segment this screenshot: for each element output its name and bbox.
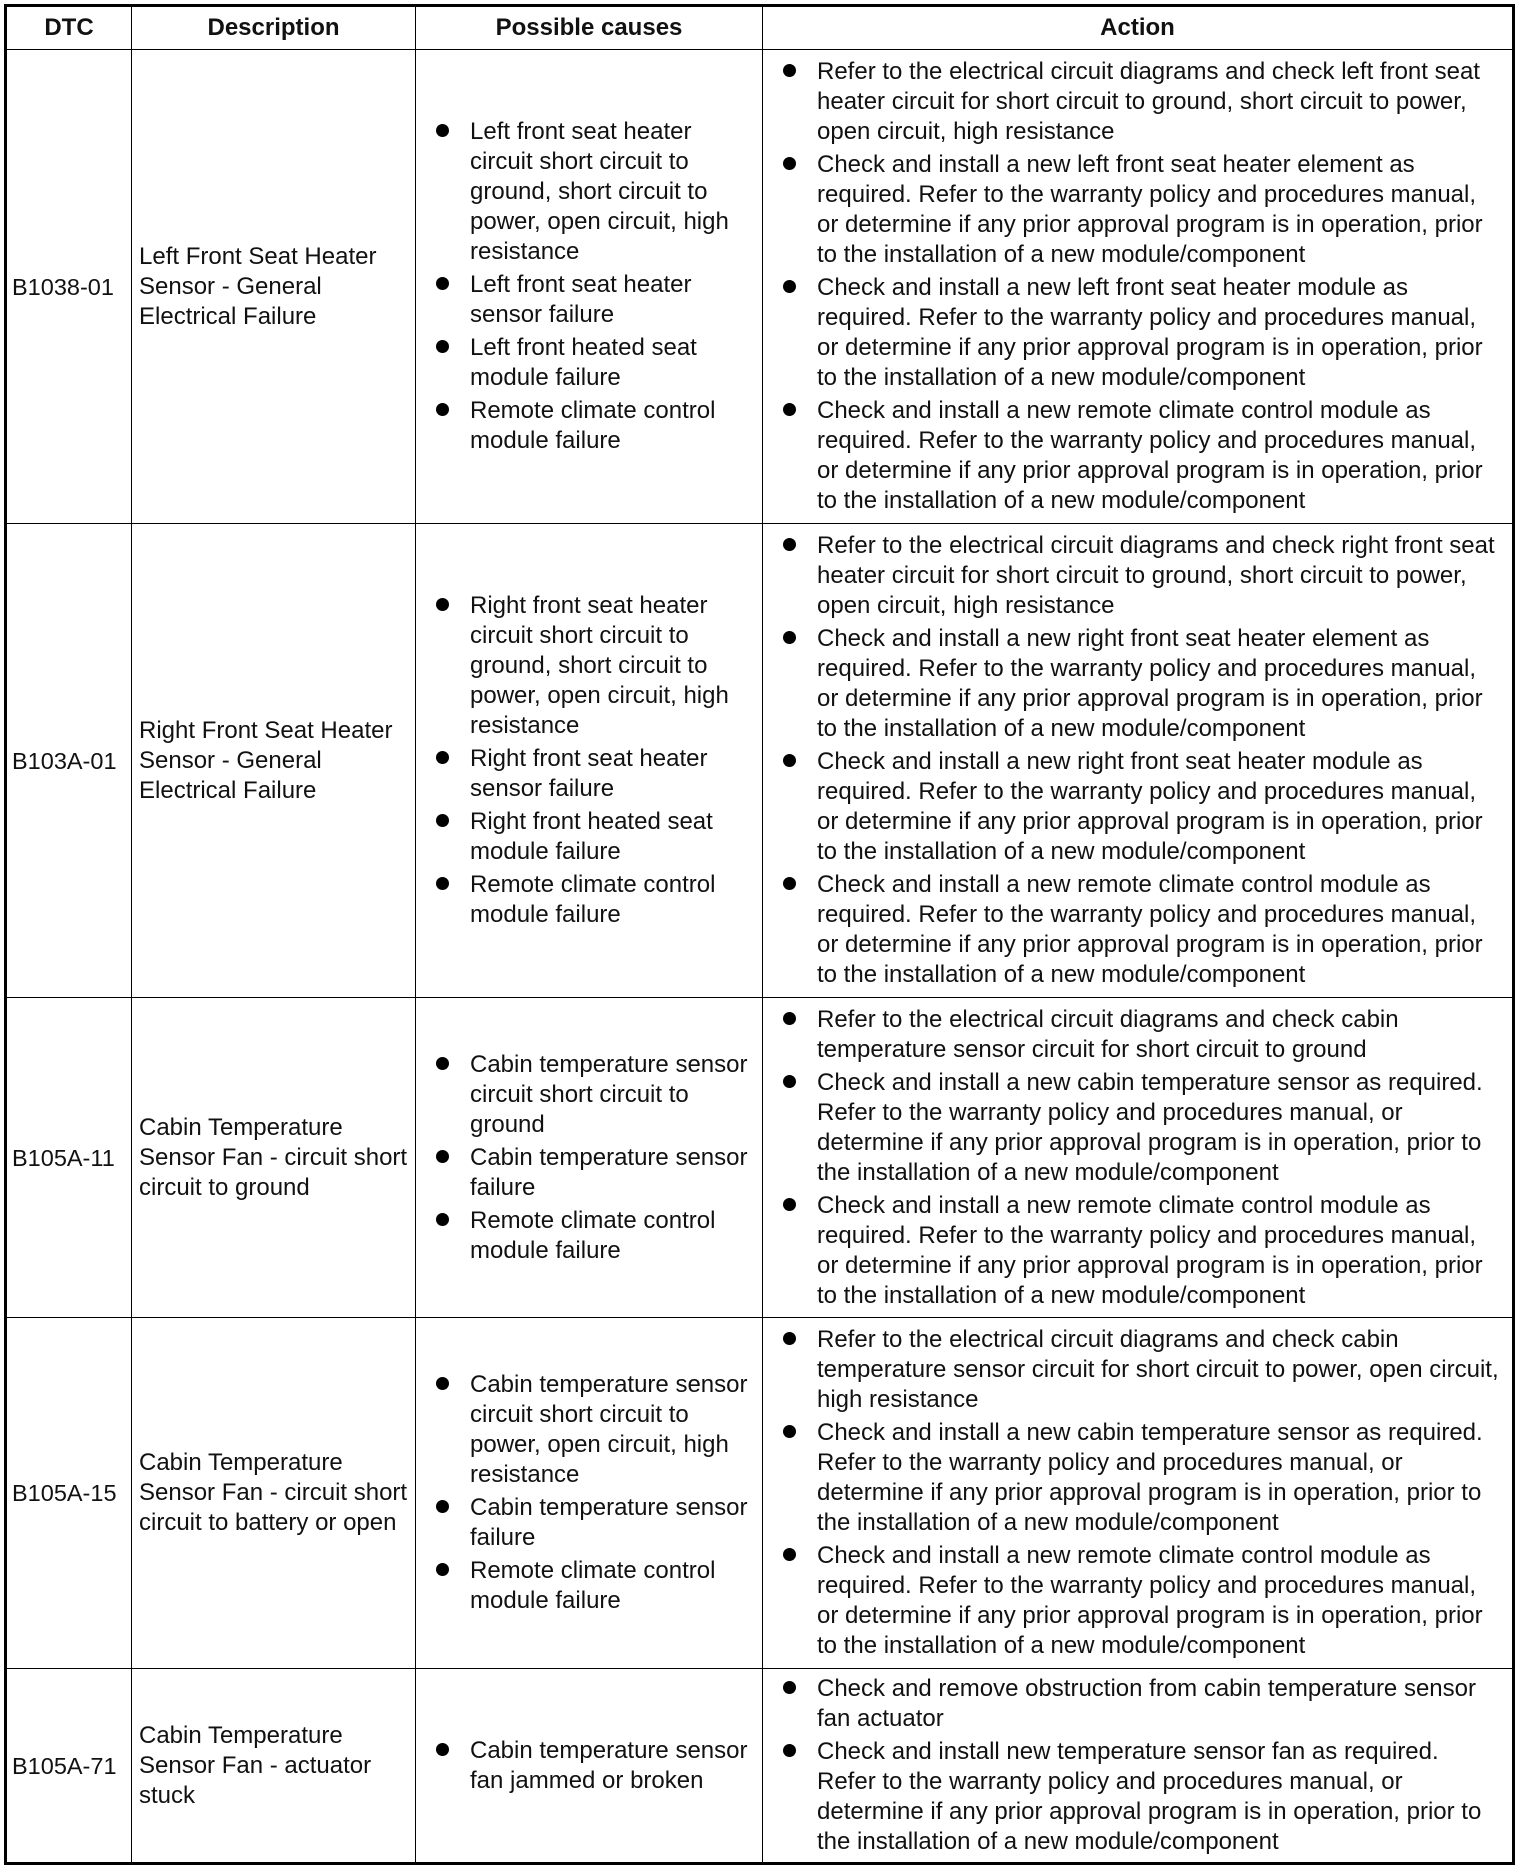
cause-item — [436, 1050, 758, 1140]
cause-text: Remote climate control module failure — [470, 397, 716, 454]
possible-causes — [416, 998, 763, 1318]
cause-text: Cabin temperature sensor failure — [470, 1143, 748, 1201]
action-text: Check and install a new right front seat heater module as required. Refer to the warranty policy and procedures manual, or determine if any prior approval program is in operation, prior to the installation of a new module/component — [817, 748, 1483, 865]
bullet-icon — [783, 1744, 796, 1757]
cause-text: Cabin temperature sensor circuit short circuit to power, open circuit, high resistance — [470, 1371, 748, 1488]
bullet-icon — [783, 157, 796, 170]
dtc-description: Right Front Seat Heater Sensor - General Electrical Failure — [132, 524, 416, 998]
action-item — [783, 624, 1502, 744]
bullet-icon — [783, 64, 796, 77]
header-row — [6, 6, 1514, 50]
bullet-icon — [436, 751, 449, 764]
cause-text: Remote climate control module failure — [470, 871, 716, 928]
action-text: Check and install new temperature sensor fan as required. Refer to the warranty policy and procedures manual, or determine if any prior approval program is in operation, prior to the installation of a new module/component — [817, 1738, 1482, 1855]
possible-causes — [416, 1669, 763, 1864]
action-item — [783, 1418, 1502, 1538]
bullet-icon — [783, 754, 796, 767]
table-row — [6, 50, 1514, 524]
bullet-icon — [436, 124, 449, 137]
cause-item — [436, 1493, 758, 1553]
action-item — [783, 747, 1502, 867]
bullet-icon — [436, 1743, 449, 1756]
dtc-code: B103A-01 — [6, 524, 132, 998]
action-text: Check and install a new remote climate control module as required. Refer to the warranty policy and procedures manual, or determine if any prior approval program is in operation, prior to the installation of a new module/component — [817, 397, 1483, 514]
cause-text: Right front seat heater sensor failure — [470, 745, 708, 802]
action-text: Check and install a new left front seat heater element as required. Refer to the warranty policy and procedures manual, or determine if any prior approval program is in operation, prior to the installation of a new module/component — [817, 151, 1483, 268]
bullet-icon — [436, 403, 449, 416]
cause-item — [436, 870, 758, 930]
actions — [763, 998, 1514, 1318]
action-text: Refer to the electrical circuit diagrams and check right front seat heater circuit for short circuit to ground, short circuit to power, open circuit, high resistance — [817, 532, 1495, 619]
bullet-icon — [436, 277, 449, 290]
cause-text: Right front seat heater circuit short circuit to ground, short circuit to power, open circuit, high resistance — [470, 592, 729, 739]
action-text: Refer to the electrical circuit diagrams and check left front seat heater circuit for short circuit to ground, short circuit to power, open circuit, high resistance — [817, 58, 1480, 145]
cause-text: Cabin temperature sensor circuit short circuit to ground — [470, 1050, 748, 1138]
dtc-table — [4, 4, 1515, 1865]
action-item — [783, 531, 1502, 621]
action-item — [783, 1191, 1502, 1311]
dtc-code: B1038-01 — [6, 50, 132, 524]
action-item — [783, 273, 1502, 393]
cause-item — [436, 1556, 758, 1616]
action-item — [783, 150, 1502, 270]
bullet-icon — [783, 877, 796, 890]
bullet-icon — [436, 1377, 449, 1390]
cause-item — [436, 591, 758, 741]
cause-item — [436, 744, 758, 804]
cause-text: Remote climate control module failure — [470, 1557, 716, 1614]
bullet-icon — [436, 814, 449, 827]
action-text: Check and install a new remote climate control module as required. Refer to the warranty policy and procedures manual, or determine if any prior approval program is in operation, prior to the installation of a new module/component — [817, 1191, 1483, 1309]
action-item — [783, 57, 1502, 147]
dtc-code: B105A-11 — [6, 998, 132, 1318]
cause-item — [436, 117, 758, 267]
bullet-icon — [783, 1425, 796, 1438]
cause-item — [436, 807, 758, 867]
action-text: Check and install a new right front seat heater element as required. Refer to the warranty policy and procedures manual, or determine if any prior approval program is in operation, prior to the installation of a new module/component — [817, 625, 1483, 742]
actions — [763, 1669, 1514, 1864]
bullet-icon — [436, 1563, 449, 1576]
header-dtc: DTC — [6, 6, 132, 50]
bullet-icon — [783, 631, 796, 644]
cause-item — [436, 270, 758, 330]
bullet-icon — [783, 1198, 796, 1211]
action-text: Check and install a new remote climate control module as required. Refer to the warranty policy and procedures manual, or determine if any prior approval program is in operation, prior to the installation of a new module/component — [817, 871, 1483, 988]
actions — [763, 50, 1514, 524]
table-row — [6, 524, 1514, 998]
action-item — [783, 396, 1502, 516]
cause-item — [436, 1736, 758, 1796]
action-text: Check and install a new cabin temperature sensor as required. Refer to the warranty policy and procedures manual, or determine if any prior approval program is in operation, prior to the installation of a new module/component — [817, 1419, 1483, 1536]
table-row — [6, 1669, 1514, 1864]
bullet-icon — [783, 1332, 796, 1345]
header-causes: Possible causes — [416, 6, 763, 50]
dtc-code: B105A-15 — [6, 1318, 132, 1669]
action-text: Check and install a new cabin temperature sensor as required. Refer to the warranty policy and procedures manual, or determine if any prior approval program is in operation, prior to the installation of a new module/component — [817, 1068, 1483, 1186]
cause-text: Left front heated seat module failure — [470, 334, 697, 391]
action-item — [783, 1541, 1502, 1661]
bullet-icon — [436, 340, 449, 353]
cause-item — [436, 396, 758, 456]
cause-item — [436, 1206, 758, 1266]
bullet-icon — [783, 1681, 796, 1694]
cause-item — [436, 1143, 758, 1203]
action-item — [783, 1674, 1502, 1734]
action-item — [783, 1068, 1502, 1188]
action-item — [783, 870, 1502, 990]
cause-text: Cabin temperature sensor fan jammed or broken — [470, 1736, 748, 1794]
action-text: Check and install a new remote climate control module as required. Refer to the warranty policy and procedures manual, or determine if any prior approval program is in operation, prior to the installation of a new module/component — [817, 1542, 1483, 1659]
cause-text: Right front heated seat module failure — [470, 808, 713, 865]
dtc-description: Cabin Temperature Sensor Fan - actuator stuck — [132, 1669, 416, 1864]
dtc-description: Left Front Seat Heater Sensor - General Electrical Failure — [132, 50, 416, 524]
cause-text: Cabin temperature sensor failure — [470, 1494, 748, 1551]
possible-causes — [416, 524, 763, 998]
action-item — [783, 1737, 1502, 1857]
bullet-icon — [783, 538, 796, 551]
action-text: Refer to the electrical circuit diagrams and check cabin temperature sensor circuit for short circuit to ground — [817, 1005, 1399, 1063]
bullet-icon — [436, 1500, 449, 1513]
action-text: Check and remove obstruction from cabin temperature sensor fan actuator — [817, 1675, 1476, 1732]
action-text: Check and install a new left front seat heater module as required. Refer to the warranty policy and procedures manual, or determine if any prior approval program is in operation, prior to the installation of a new module/component — [817, 274, 1483, 391]
bullet-icon — [436, 598, 449, 611]
table-row — [6, 998, 1514, 1318]
possible-causes — [416, 1318, 763, 1669]
bullet-icon — [436, 877, 449, 890]
actions — [763, 524, 1514, 998]
header-action: Action — [763, 6, 1514, 50]
bullet-icon — [436, 1150, 449, 1163]
cause-text: Left front seat heater sensor failure — [470, 271, 692, 328]
bullet-icon — [783, 403, 796, 416]
cause-text: Remote climate control module failure — [470, 1206, 716, 1264]
header-description: Description — [132, 6, 416, 50]
dtc-description: Cabin Temperature Sensor Fan - circuit short circuit to ground — [132, 998, 416, 1318]
bullet-icon — [783, 280, 796, 293]
bullet-icon — [783, 1012, 796, 1025]
bullet-icon — [436, 1057, 449, 1070]
bullet-icon — [783, 1548, 796, 1561]
table-row — [6, 1318, 1514, 1669]
possible-causes — [416, 50, 763, 524]
action-text: Refer to the electrical circuit diagrams and check cabin temperature sensor circuit for short circuit to power, open circuit, high resistance — [817, 1326, 1499, 1413]
cause-item — [436, 333, 758, 393]
actions — [763, 1318, 1514, 1669]
cause-text: Left front seat heater circuit short circuit to ground, short circuit to power, open circuit, high resistance — [470, 118, 729, 265]
action-item — [783, 1005, 1502, 1065]
bullet-icon — [783, 1075, 796, 1088]
dtc-code: B105A-71 — [6, 1669, 132, 1864]
dtc-description: Cabin Temperature Sensor Fan - circuit short circuit to battery or open — [132, 1318, 416, 1669]
action-item — [783, 1325, 1502, 1415]
cause-item — [436, 1370, 758, 1490]
bullet-icon — [436, 1213, 449, 1226]
